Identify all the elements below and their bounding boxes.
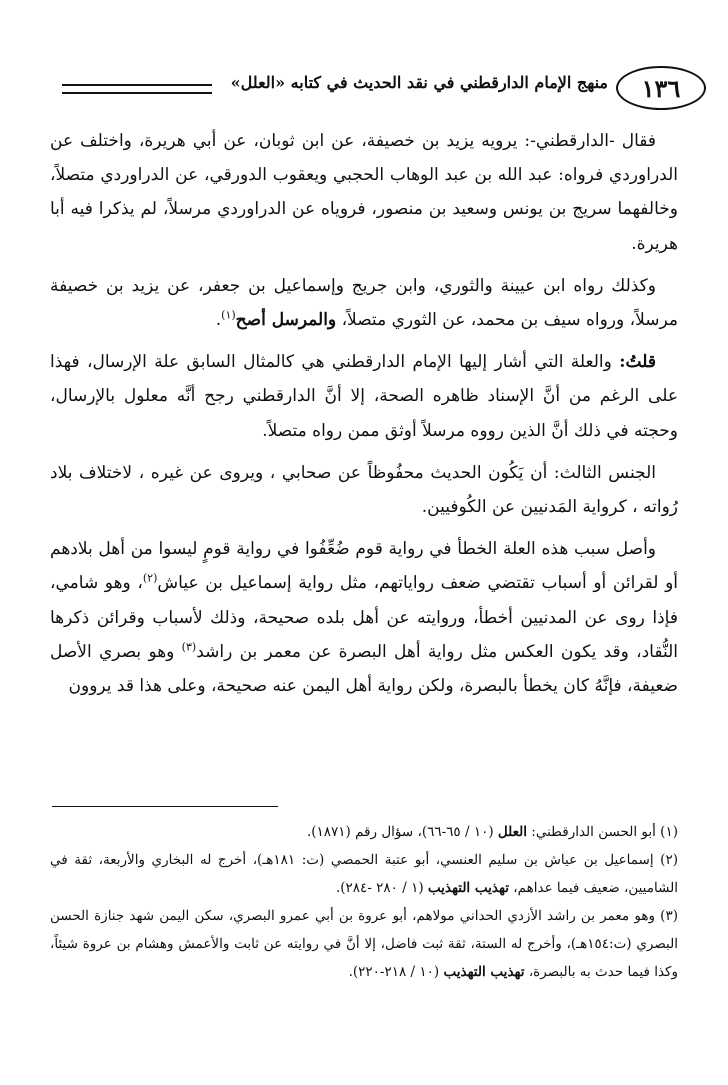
footnote-marker: (٢)	[142, 571, 158, 585]
paragraph-text: وهو بصري الأصل ضعيفة، فإنَّهُ كان يخطأ بالبصرة، ولكن رواية أهل اليمن عنه صحيحة، وعلى هذا قد يروون	[50, 641, 678, 697]
main-text	[50, 124, 678, 711]
footnote-text: (١) أبو الحسن الدارقطني:	[531, 824, 678, 840]
paragraph	[50, 456, 678, 524]
footnote	[50, 846, 678, 902]
paragraph-text: وكذلك رواه ابن عيينة والثوري، وابن جريج وإسماعيل بن جعفر، عن يزيد بن خصيفة مرسلاً، ورواه سيف بن محمد، عن الثوري متصلاً،	[50, 275, 678, 331]
footnote-text: (٣) وهو معمر بن راشد الأزدي الحداني مولاهم، أبو عروة بن أبي عمرو البصري، سكن اليمن شهد جنازة الحسن البصري (ت:١٥٤هـ)، وأخرج له الستة، ثقة ثبت فاضل، إلا أنَّ في روايته عن ثابت والأعمش وهشام بن عروة شيئاً، وكذا فيما حدث به بالبصرة،	[50, 908, 678, 980]
paragraph	[50, 532, 678, 703]
paragraph-text: الجنس الثالث: أن يَكُون الحديث محفُوظاً عن صحابي ، ويروى عن غيره ، لاختلاف بلاد رُواته ، كرواية المَدنيين عن الكُوفيين.	[50, 462, 678, 518]
header-rule	[62, 84, 212, 94]
footnote	[50, 818, 678, 846]
footnote-divider	[52, 806, 278, 807]
paragraph	[50, 345, 678, 448]
footnotes	[50, 818, 678, 986]
footnote-tail: (١٠ / ٦٥-٦٦)، سؤال رقم (١٨٧١).	[306, 824, 494, 840]
footnote	[50, 902, 678, 986]
paragraph-text: فقال -الدارقطني-: يرويه يزيد بن خصيفة، عن ابن ثوبان، عن أبي هريرة، واختلف عن الدراوردي فرواه: عبد الله بن عبد الوهاب الحجبي ويعقوب الدورقي، عن الدراوردي متصلاً، وخالفهما سريج بن يونس وسعيد بن منصور، فروياه عن الدراوردي مرسلاً، لم يذكرا فيه أبا هريرة.	[50, 131, 678, 254]
footnote-tail: (١ / ٢٨٠ -٢٨٤).	[335, 880, 424, 896]
footnote-tail: (١٠ / ٢١٨-٢٢٠).	[348, 964, 440, 980]
page-number: ١٣٦	[616, 66, 706, 110]
footnote-marker: (٣)	[181, 640, 197, 654]
paragraph-bold: والمرسل أصح	[235, 310, 337, 331]
paragraph-text: وأصل سبب هذه العلة الخطأ في رواية قوم ضُعِّفُوا في رواية قومٍ ليسوا من أهل بلادهم أو لقرائن أو أسباب تقتضي ضعف رواياتهم، مثل رواية إسماعيل بن عياش	[50, 539, 678, 594]
page-header	[62, 66, 706, 108]
paragraph-text: والعلة التي أشار إليها الإمام الدارقطني هي كالمثال السابق علة الإرسال، فهذا على الرغم من أنَّ الإسناد ظاهره الصحة، إلا أنَّ الدارقطني رجح أنَّه معلول بالإرسال، وحجته في ذلك أنَّ الذين رووه مرسلاً أوثق ممن رواه متصلاً.	[50, 352, 678, 441]
paragraph-text: ، وهو شامي، فإذا روى عن المدنيين أخطأ، وروايته عن أهل بلده صحيحة، وذلك لأسباب وقرائن ذكرها النُّقاد، وقد يكون العكس مثل رواية أهل البصرة عن معمر بن راشد	[50, 573, 678, 662]
paragraph-tail: .	[215, 310, 222, 331]
paragraph-lead: قلتُ:	[619, 352, 656, 373]
footnote-text: (٢) إسماعيل بن عياش بن سليم العنسي، أبو عتبة الحمصي (ت: ١٨١هـ)، أخرج له البخاري والأربعة، ثقة في الشاميين، ضعيف فيما عداهم،	[50, 852, 678, 896]
footnote-marker: (١)	[221, 308, 236, 322]
footnote-bold: تهذيب التهذيب	[427, 880, 509, 896]
footnote-bold: تهذيب التهذيب	[443, 964, 525, 980]
running-title: منهج الإمام الدارقطني في نقد الحديث في كتابه «العلل»	[230, 73, 608, 92]
paragraph	[50, 269, 678, 337]
footnote-bold: العلل	[497, 824, 527, 840]
paragraph	[50, 124, 678, 261]
